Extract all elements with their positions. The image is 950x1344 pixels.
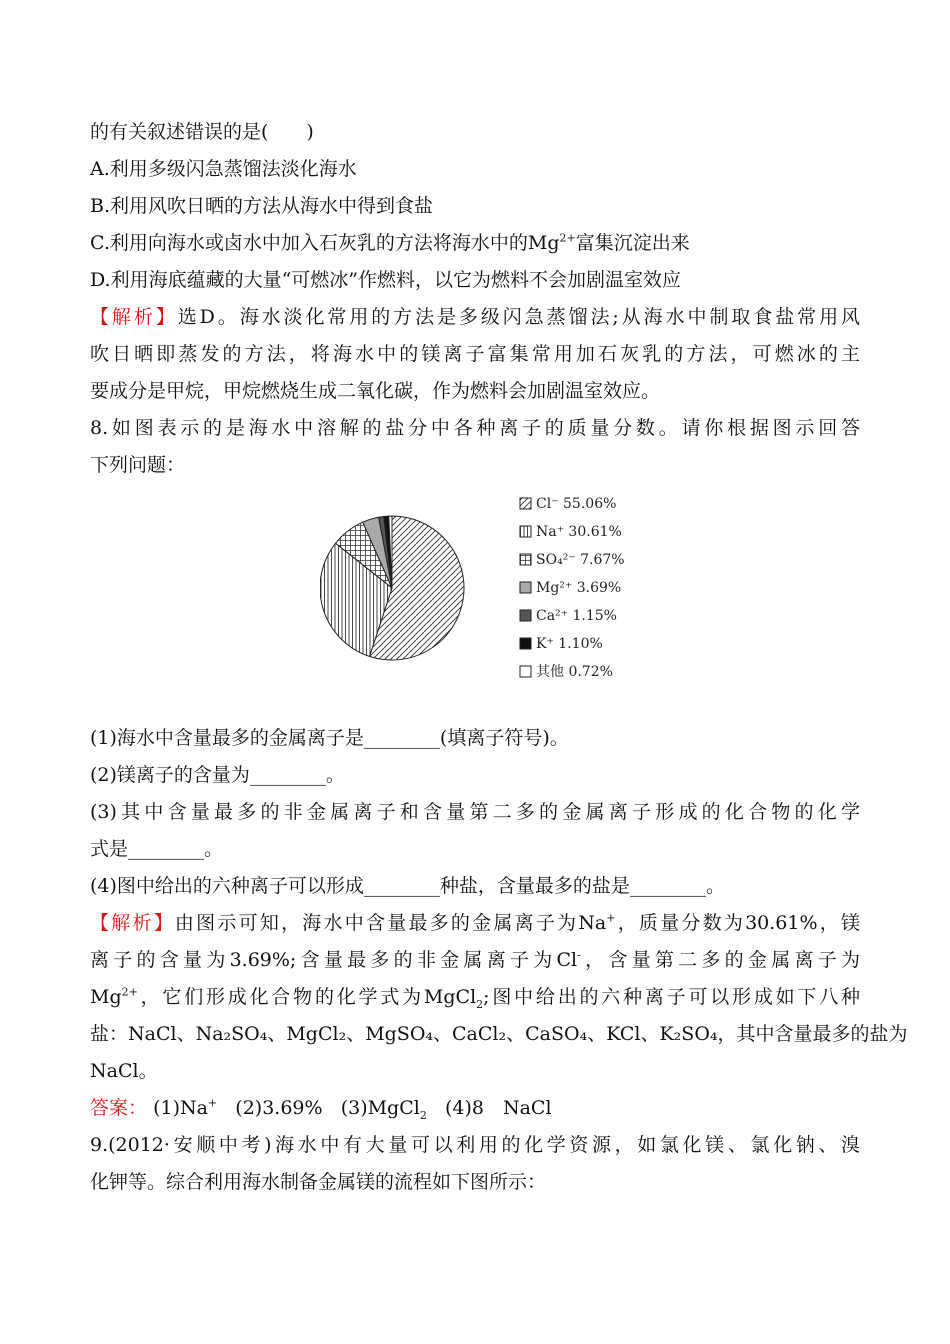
- answer-blank-3[interactable]: ________: [128, 838, 205, 860]
- q8-analysis-line-3: [90, 983, 860, 1011]
- analysis-tag: 【解析】: [90, 912, 175, 934]
- answer-blank-4[interactable]: ________: [363, 875, 440, 897]
- q9-stem-line-1: 9.(2012·安顺中考)海水中有大量可以利用的化学资源，如氯化镁、氯化钠、溴: [90, 1134, 860, 1156]
- q7-option-b[interactable]: B.利用风吹日晒的方法从海水中得到食盐: [90, 195, 434, 217]
- answer-2: (2)3.69%: [235, 1097, 323, 1119]
- q7-option-c-text: C.利用向海水或卤水中加入石灰乳的方法将海水中的Mg: [90, 232, 560, 254]
- q8-analysis-sup: +: [606, 911, 616, 925]
- q7-option-c[interactable]: [90, 229, 690, 257]
- q8-analysis-text-3: 离子的含量为3.69%;含量最多的非金属离子为Cl: [90, 949, 578, 971]
- q8-sub-4-text: (4)图中给出的六种离子可以形成: [90, 875, 364, 897]
- q7-option-d[interactable]: D.利用海底蕴藏的大量“可燃冰”作燃料，以它为燃料不会加剧温室效应: [90, 269, 682, 291]
- answer-3: (3)MgCl: [340, 1097, 420, 1119]
- answer-blank-1[interactable]: ________: [363, 727, 440, 749]
- legend-label-1: Na⁺ 30.61%: [536, 524, 622, 540]
- q9-stem-line-2: 化钾等。综合利用海水制备金属镁的流程如下图所示：: [90, 1171, 547, 1193]
- legend-swatch-4: [520, 610, 531, 621]
- legend-swatch-5: [520, 638, 531, 649]
- q8-analysis-text: 由图示可知，海水中含量最多的金属离子为Na: [174, 912, 607, 934]
- q8-analysis-line-5: NaCl。: [90, 1060, 158, 1082]
- legend-label-2: SO₄²⁻ 7.67%: [536, 552, 625, 568]
- answer-blank-5[interactable]: ________: [629, 875, 706, 897]
- q8-sub-2: [90, 761, 345, 789]
- q8-stem-line-2: 下列问题：: [90, 454, 186, 476]
- q8-analysis-text-5: Mg: [90, 986, 122, 1008]
- analysis-tag: 【解析】: [90, 306, 178, 328]
- legend-label-0: Cl⁻ 55.06%: [536, 496, 617, 512]
- q7-analysis-line-3: 要成分是甲烷，甲烷燃烧生成二氧化碳，作为燃料会加剧温室效应。: [90, 380, 661, 402]
- q8-analysis-sub: 2: [476, 997, 484, 1011]
- q8-analysis-line-1: [90, 909, 860, 937]
- q8-sub-4-text-3: 。: [705, 875, 725, 897]
- legend-swatch-1: [520, 526, 531, 537]
- legend-label-5: K⁺ 1.10%: [536, 636, 603, 652]
- q8-sub-2-text-2: 。: [325, 764, 345, 786]
- q8-sub-4-text-2: 种盐，含量最多的盐是: [439, 875, 630, 897]
- answer-3-sub: 2: [419, 1108, 427, 1122]
- q8-analysis-text-4: ，含量第二多的金属离子为: [580, 949, 860, 971]
- pie-slices: [320, 516, 464, 660]
- q7-option-c-text-2: 富集沉淀出来: [575, 232, 690, 254]
- q8-sub-3-text: 式是: [90, 838, 129, 860]
- answer-blank-2[interactable]: ________: [249, 764, 326, 786]
- q8-sub-3-text-2: 。: [204, 838, 224, 860]
- q7-analysis-text-1: 选D。海水淡化常用的方法是多级闪急蒸馏法;从海水中制取食盐常用风: [177, 306, 860, 328]
- q7-analysis-line-2: 吹日晒即蒸发的方法，将海水中的镁离子富集常用加石灰乳的方法，可燃冰的主: [90, 343, 860, 365]
- q7-option-c-sup: 2+: [559, 231, 576, 245]
- legend-swatch-2: [520, 554, 531, 565]
- q8-sub-3-line-2: [90, 835, 223, 863]
- q8-sub-3-line-1: (3)其中含量最多的非金属离子和含量第二多的金属离子形成的化合物的化学: [90, 801, 860, 823]
- q8-analysis-line-2: [90, 946, 860, 974]
- q8-sub-1: [90, 724, 569, 752]
- chart-legend: [520, 496, 625, 680]
- q8-analysis-line-4: 盐：NaCl、Na₂SO₄、MgCl₂、MgSO₄、CaCl₂、CaSO₄、KCl、K₂SO₄，其中含量最多的盐为: [90, 1023, 908, 1045]
- answer-tag: 答案：: [90, 1097, 148, 1119]
- q8-stem-line-1: 8.如图表示的是海水中溶解的盐分中各种离子的质量分数。请你根据图示回答: [90, 417, 860, 439]
- q8-sub-1-text: (1)海水中含量最多的金属离子是: [90, 727, 364, 749]
- legend-swatch-6: [520, 666, 531, 677]
- q8-answer: [90, 1094, 552, 1122]
- q7-analysis-line-1: [90, 303, 860, 331]
- legend-label-6: 其他 0.72%: [536, 664, 613, 680]
- answer-1: (1)Na: [153, 1097, 208, 1119]
- q8-sub-2-text: (2)镁离子的含量为: [90, 764, 250, 786]
- legend-swatch-3: [520, 582, 531, 593]
- legend-label-4: Ca²⁺ 1.15%: [536, 608, 617, 624]
- answer-4: (4)8 NaCl: [444, 1097, 552, 1119]
- q8-analysis-text-6: ，它们形成化合物的化学式为MgCl: [137, 986, 477, 1008]
- legend-label-3: Mg²⁺ 3.69%: [536, 580, 622, 596]
- q7-option-a[interactable]: A.利用多级闪急蒸馏法淡化海水: [90, 158, 357, 180]
- legend-swatch-0: [520, 498, 531, 509]
- q8-analysis-text-7: ;图中给出的六种离子可以形成如下八种: [483, 986, 861, 1008]
- q8-analysis-sup-3: 2+: [121, 985, 138, 999]
- ion-pie-chart: [320, 490, 640, 690]
- q8-analysis-text-2: ，质量分数为30.61%，镁: [615, 912, 860, 934]
- answer-1-sup: +: [207, 1096, 218, 1110]
- q7-stem: 的有关叙述错误的是( ): [90, 121, 314, 143]
- q8-analysis-sup-2: -: [577, 948, 581, 962]
- q8-sub-1-text-2: (填离子符号)。: [439, 727, 569, 749]
- q8-sub-4: [90, 872, 725, 900]
